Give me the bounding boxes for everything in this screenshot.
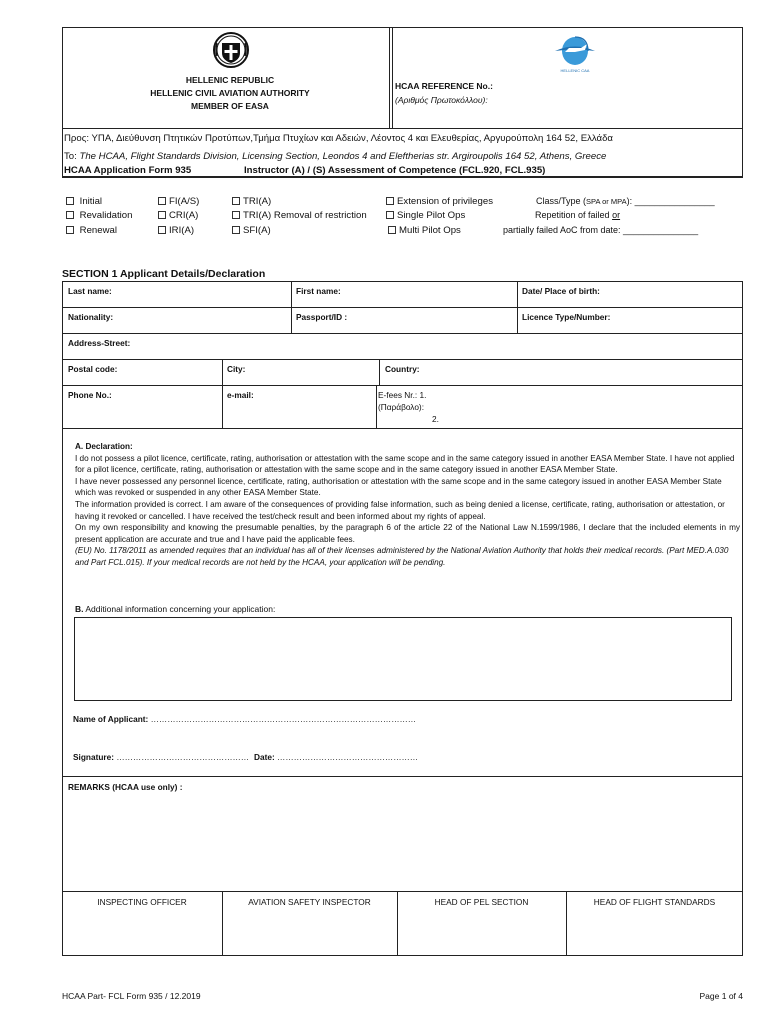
- checkbox-icon[interactable]: [158, 226, 166, 234]
- option-iri[interactable]: IRI(A): [158, 225, 194, 236]
- address-field[interactable]: Address-Street:: [68, 338, 131, 348]
- checkbox-icon[interactable]: [66, 211, 74, 219]
- footer-form-id: HCAA Part- FCL Form 935 / 12.2019: [62, 991, 201, 1001]
- row-divider: [62, 385, 743, 386]
- row-divider: [62, 333, 743, 334]
- medical-records-note: (EU) No. 1178/2011 as amended requires that an individual has all of their licenses administered by the National Aviation Authority that holds their medical records. (Part MED.A.030 and Part FCL.015). If your medical records are not held by the HCAA, your application will be pending.: [75, 546, 729, 567]
- last-name-field[interactable]: Last name:: [68, 286, 112, 296]
- col-divider: [291, 281, 292, 333]
- form-title-underline: [62, 177, 743, 178]
- header-divider: [389, 27, 390, 129]
- partial-failed-field[interactable]: partially failed AoC from date: _______________: [503, 225, 699, 235]
- hellenic-emblem-icon: [212, 31, 250, 69]
- postal-code-field[interactable]: Postal code:: [68, 364, 118, 374]
- col-divider: [379, 359, 380, 385]
- head-pel-section-label: HEAD OF PEL SECTION: [434, 897, 529, 907]
- authority-line-2: HELLENIC CIVIL AVIATION AUTHORITY: [150, 88, 310, 98]
- option-tri-removal[interactable]: TRI(A) Removal of restriction: [232, 210, 367, 221]
- declaration-paragraph: I do not possess a pilot licence, certificate, rating, authorisation or attestation with the same scope and in the same category issued in another EASA Member State. I have not applied for a pilot licence, certificate, rating, authorisation or attestation with the same scope and in the same category issued in another EASA Member State.: [75, 453, 735, 475]
- additional-info-textarea[interactable]: [74, 617, 732, 701]
- form-title: HCAA Application Form 935: [64, 165, 192, 176]
- option-extension[interactable]: Extension of privileges: [386, 196, 493, 207]
- efees-field-2[interactable]: 2.: [432, 414, 439, 424]
- checkbox-icon[interactable]: [158, 211, 166, 219]
- first-name-field[interactable]: First name:: [296, 286, 341, 296]
- option-initial[interactable]: Initial: [66, 196, 102, 207]
- checkbox-icon[interactable]: [232, 197, 240, 205]
- phone-field[interactable]: Phone No.:: [68, 390, 112, 400]
- class-type-field[interactable]: Class/Type (SPA or MPA): ________________: [536, 196, 715, 206]
- declaration-paragraph: On my own responsibility and knowing the presumable penalties, by the paragraph 6 of the article 22 of the National Law N.1599/1986, I declare that the included elements in my present application are accurate and true and I have paid the applicable fees.: [75, 523, 740, 544]
- option-revalidation[interactable]: Revalidation: [66, 210, 132, 221]
- checkbox-icon[interactable]: [232, 226, 240, 234]
- nationality-field[interactable]: Nationality:: [68, 312, 114, 322]
- additional-info-label: B. Additional information concerning your application:: [75, 604, 276, 614]
- checkbox-icon[interactable]: [388, 226, 396, 234]
- inspecting-officer-label: INSPECTING OFFICER: [97, 897, 187, 907]
- applicant-name-line[interactable]: Name of Applicant: ……………………………………………………………………………………: [73, 714, 417, 724]
- addressee-english-text: The HCAA, Flight Standards Division, Licensing Section, Leondos 4 and Eleftherias str. Argiroupolis 164 52, Athens, Greece: [79, 151, 607, 162]
- hcaa-logo-text: HELLENIC CAA: [560, 68, 590, 73]
- remarks-box: [62, 777, 743, 892]
- passport-field[interactable]: Passport/ID :: [296, 312, 348, 322]
- option-sfi[interactable]: SFI(A): [232, 225, 271, 236]
- addressee-greek: Προς: ΥΠΑ, Διεύθυνση Πτητικών Προτύπων,Τμήμα Πτυχίων και Αδειών, Λέοντος 4 και Ελευθερίας, Αργυρούπολη 164 52, Ελλάδα: [64, 133, 613, 144]
- checkbox-icon[interactable]: [386, 197, 394, 205]
- option-multi-pilot[interactable]: Multi Pilot Ops: [388, 225, 461, 236]
- remarks-label: REMARKS (HCAA use only) :: [68, 782, 183, 792]
- dob-field[interactable]: Date/ Place of birth:: [522, 286, 600, 296]
- date-line[interactable]: Date: ……………………………………………: [254, 752, 419, 762]
- reference-label-greek: (Αριθμός Πρωτοκόλλου):: [395, 95, 488, 105]
- efees-field-1[interactable]: E-fees Nr.: 1.: [378, 390, 427, 400]
- option-renewal[interactable]: Renewal: [66, 225, 117, 236]
- head-flight-standards-label: HEAD OF FLIGHT STANDARDS: [593, 897, 716, 907]
- declaration-text: [75, 441, 740, 569]
- country-field[interactable]: Country:: [385, 364, 420, 374]
- footer-page-number: Page 1 of 4: [699, 991, 743, 1001]
- form-subtitle: Instructor (A) / (S) Assessment of Competence (FCL.920, FCL.935): [244, 165, 546, 176]
- licence-field[interactable]: Licence Type/Number:: [522, 312, 611, 322]
- declaration-paragraph: The information provided is correct. I am aware of the consequences of providing false information, such as being denied a license, certificate, rating, authorisation or attestation, or having it revoked or cancelled. I have received the test/check result and been informed about my rights of appeal.: [75, 499, 725, 521]
- reference-label: HCAA REFERENCE No.:: [395, 81, 493, 91]
- checkbox-icon[interactable]: [232, 211, 240, 219]
- addressee-english: [64, 151, 606, 162]
- option-cri[interactable]: CRI(A): [158, 210, 198, 221]
- checkbox-icon[interactable]: [66, 197, 74, 205]
- declaration-heading: A. Declaration:: [75, 442, 133, 451]
- repetition-label: Repetition of failed or: [535, 210, 621, 220]
- addressee-to-label: To:: [64, 151, 77, 162]
- col-divider: [517, 281, 518, 333]
- section-1-title: SECTION 1 Applicant Details/Declaration: [62, 268, 266, 280]
- authority-line-1: HELLENIC REPUBLIC: [185, 75, 275, 85]
- row-divider: [62, 307, 743, 308]
- email-field[interactable]: e-mail:: [227, 390, 254, 400]
- aviation-safety-inspector-label: AVIATION SAFETY INSPECTOR: [248, 897, 371, 907]
- signature-line[interactable]: Signature: …………………………………………: [73, 752, 250, 762]
- option-single-pilot[interactable]: Single Pilot Ops: [386, 210, 465, 221]
- row-divider: [62, 359, 743, 360]
- city-field[interactable]: City:: [227, 364, 246, 374]
- declaration-paragraph: I have never possessed any personnel licence, certificate, rating, authorisation or attestation with the same scope and in the same category issued in another EASA Member State which was revoked or suspended in any other EASA Member State.: [75, 476, 722, 498]
- checkbox-icon[interactable]: [386, 211, 394, 219]
- header-divider-inner: [392, 27, 393, 129]
- col-divider: [376, 385, 377, 429]
- option-tri[interactable]: TRI(A): [232, 196, 271, 207]
- checkbox-icon[interactable]: [66, 226, 74, 234]
- authority-line-3: MEMBER OF EASA: [191, 101, 269, 111]
- col-divider: [222, 359, 223, 429]
- checkbox-icon[interactable]: [158, 197, 166, 205]
- efees-greek-label: (Παράβολο):: [378, 402, 425, 412]
- option-fi[interactable]: FI(A/S): [158, 196, 199, 207]
